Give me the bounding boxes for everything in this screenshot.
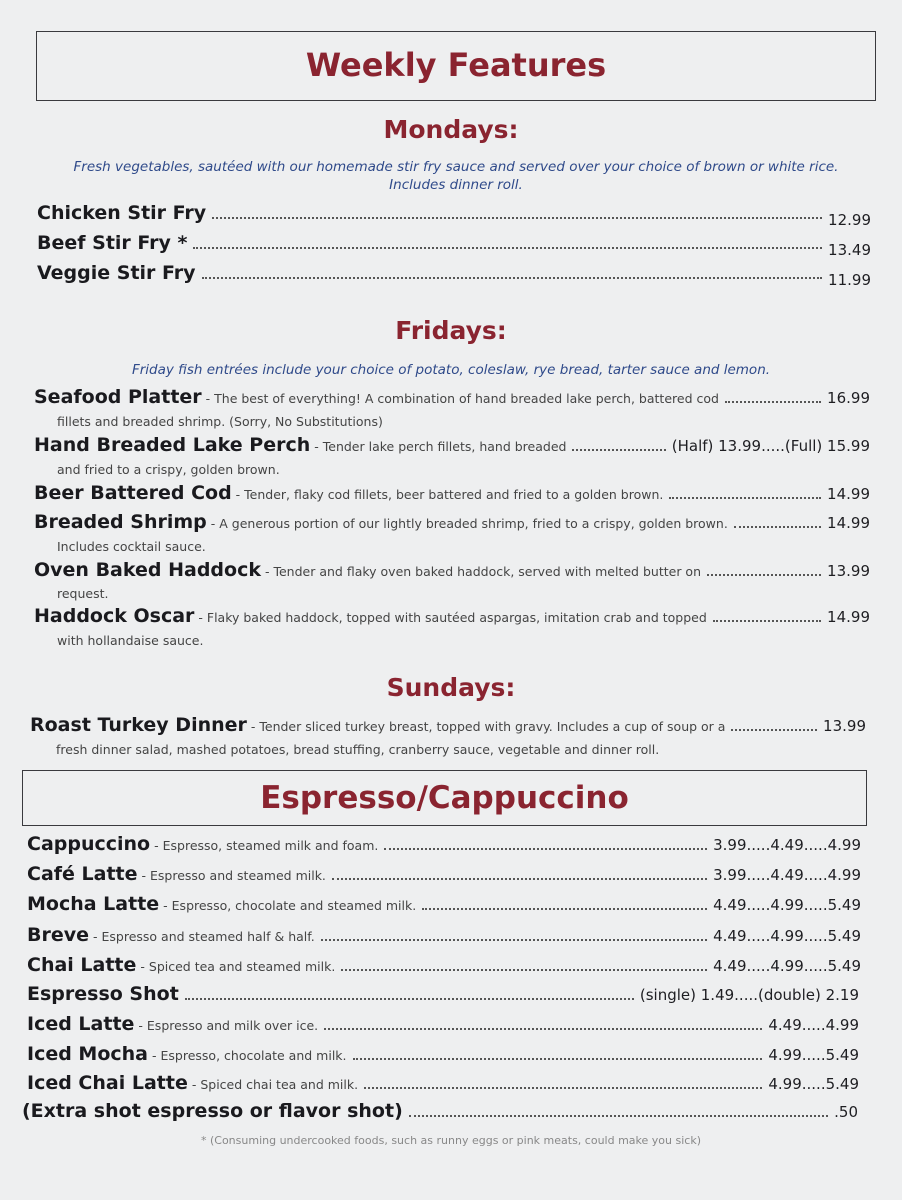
drink-name: Café Latte — [27, 863, 138, 885]
drink-item — [27, 1043, 859, 1065]
menu-item — [34, 511, 870, 533]
drink-description: - Espresso and steamed milk. — [141, 868, 326, 883]
drink-item — [27, 924, 861, 946]
drink-description: - Espresso, chocolate and steamed milk. — [163, 898, 417, 913]
leader-dots — [384, 848, 707, 850]
drink-description: - Spiced tea and steamed milk. — [140, 959, 336, 974]
drink-item — [27, 1013, 859, 1035]
drink-price: 4.49.....4.99.....5.49 — [713, 896, 861, 914]
drink-name: Chai Latte — [27, 954, 137, 976]
item-name: Chicken Stir Fry — [37, 202, 207, 224]
menu-item — [34, 605, 870, 627]
menu-item — [30, 714, 866, 736]
footnote: * (Consuming undercooked foods, such as runny eggs or pink meats, could make you sick) — [200, 1134, 701, 1147]
drink-price: 3.99.....4.49.....4.99 — [713, 836, 861, 854]
leader-dots — [212, 217, 822, 219]
drink-price: 4.99.....5.49 — [768, 1046, 859, 1064]
item-description-continued: with hollandaise sauce. — [57, 633, 204, 648]
item-description: - Tender and flaky oven baked haddock, served with melted butter on — [264, 564, 701, 579]
item-description-continued: and fried to a crispy, golden brown. — [57, 462, 280, 477]
leader-dots — [332, 878, 707, 880]
item-price: 14.99 — [827, 608, 870, 626]
item-price: 14.99 — [827, 514, 870, 532]
drink-name: Cappuccino — [27, 833, 151, 855]
leader-dots — [422, 908, 707, 910]
leader-dots — [341, 969, 707, 971]
leader-dots — [202, 277, 822, 279]
item-name: Haddock Oscar — [34, 605, 195, 627]
mondays-intro: Fresh vegetables, sautéed with our homemade stir fry sauce and served over your choice of brown or white rice. Includes dinner roll. — [73, 159, 839, 193]
drink-item — [27, 833, 861, 855]
menu-item — [37, 262, 871, 289]
menu-item — [34, 482, 870, 504]
menu-item — [37, 232, 871, 259]
drink-item — [27, 1072, 859, 1094]
leader-dots — [713, 620, 821, 622]
item-description: - Tender sliced turkey breast, topped with gravy. Includes a cup of soup or a — [250, 719, 726, 734]
item-price: 14.99 — [827, 485, 870, 503]
item-price: 11.99 — [828, 271, 871, 289]
drink-item — [27, 983, 859, 1005]
item-description: - Tender lake perch fillets, hand breaded — [314, 439, 567, 454]
item-description-continued: Includes cocktail sauce. — [57, 539, 206, 554]
item-price: 13.99 — [823, 717, 866, 735]
item-description-continued: fresh dinner salad, mashed potatoes, bread stuffing, cranberry sauce, vegetable and dinner roll. — [56, 742, 660, 757]
drink-price: .50 — [834, 1103, 858, 1121]
drink-price: (single) 1.49.....(double) 2.19 — [639, 986, 859, 1004]
leader-dots — [707, 574, 821, 576]
drink-name: Espresso Shot — [27, 983, 179, 1005]
drink-name: (Extra shot espresso or flavor shot) — [22, 1100, 403, 1122]
drink-description: - Espresso and steamed half & half. — [93, 929, 315, 944]
leader-dots — [409, 1115, 828, 1117]
sundays-heading: Sundays: — [386, 673, 516, 702]
fridays-intro: Friday fish entrées include your choice of potato, coleslaw, rye bread, tarter sauce and lemon. — [131, 362, 771, 378]
menu-item — [34, 434, 870, 456]
drink-item — [27, 863, 861, 885]
item-description-continued: request. — [57, 586, 109, 601]
drink-description: - Espresso and milk over ice. — [138, 1018, 319, 1033]
leader-dots — [353, 1058, 763, 1060]
drink-name: Iced Mocha — [27, 1043, 149, 1065]
item-name: Oven Baked Haddock — [34, 559, 261, 581]
drink-price: 4.49.....4.99.....5.49 — [713, 927, 861, 945]
leader-dots — [193, 247, 822, 249]
leader-dots — [572, 449, 665, 451]
item-price: 16.99 — [827, 389, 870, 407]
item-description-continued: fillets and breaded shrimp. (Sorry, No Substitutions) — [57, 414, 383, 429]
item-name: Seafood Platter — [34, 386, 202, 408]
drink-price: 3.99.....4.49.....4.99 — [713, 866, 861, 884]
item-name: Roast Turkey Dinner — [30, 714, 247, 736]
item-price: 12.99 — [828, 211, 871, 229]
drink-name: Iced Chai Latte — [27, 1072, 188, 1094]
item-description: - Tender, flaky cod fillets, beer battered and fried to a golden brown. — [235, 487, 664, 502]
leader-dots — [669, 497, 821, 499]
leader-dots — [364, 1087, 762, 1089]
fridays-heading: Fridays: — [395, 316, 507, 345]
item-name: Veggie Stir Fry — [37, 262, 196, 284]
drink-name: Mocha Latte — [27, 893, 160, 915]
item-price: (Half) 13.99.....(Full) 15.99 — [671, 437, 870, 455]
drink-name: Iced Latte — [27, 1013, 135, 1035]
drink-description: - Espresso, steamed milk and foam. — [154, 838, 379, 853]
drink-description: - Espresso, chocolate and milk. — [152, 1048, 347, 1063]
leader-dots — [734, 526, 821, 528]
item-name: Breaded Shrimp — [34, 511, 207, 533]
drink-item — [27, 954, 861, 976]
espresso-cappuccino-title: Espresso/Cappuccino — [22, 770, 867, 826]
drink-item — [22, 1100, 858, 1122]
drink-price: 4.99.....5.49 — [768, 1075, 859, 1093]
item-name: Beef Stir Fry * — [37, 232, 188, 254]
menu-item — [37, 202, 871, 229]
drink-price: 4.49.....4.99 — [768, 1016, 859, 1034]
item-name: Hand Breaded Lake Perch — [34, 434, 311, 456]
leader-dots — [321, 939, 707, 941]
drink-description: - Spiced chai tea and milk. — [191, 1077, 359, 1092]
drink-name: Breve — [27, 924, 90, 946]
menu-item — [34, 386, 870, 408]
item-name: Beer Battered Cod — [34, 482, 232, 504]
leader-dots — [324, 1028, 762, 1030]
mondays-heading: Mondays: — [383, 115, 519, 144]
item-price: 13.99 — [827, 562, 870, 580]
item-description: - Flaky baked haddock, topped with sautéed aspargas, imitation crab and topped — [198, 610, 707, 625]
menu-item — [34, 559, 870, 581]
drink-item — [27, 893, 861, 915]
weekly-features-title: Weekly Features — [36, 31, 876, 101]
item-description: - The best of everything! A combination of hand breaded lake perch, battered cod — [205, 391, 719, 406]
item-price: 13.49 — [828, 241, 871, 259]
leader-dots — [731, 729, 817, 731]
drink-price: 4.49.....4.99.....5.49 — [713, 957, 861, 975]
leader-dots — [185, 998, 634, 1000]
leader-dots — [725, 401, 821, 403]
item-description: - A generous portion of our lightly breaded shrimp, fried to a crispy, golden brown. — [210, 516, 728, 531]
